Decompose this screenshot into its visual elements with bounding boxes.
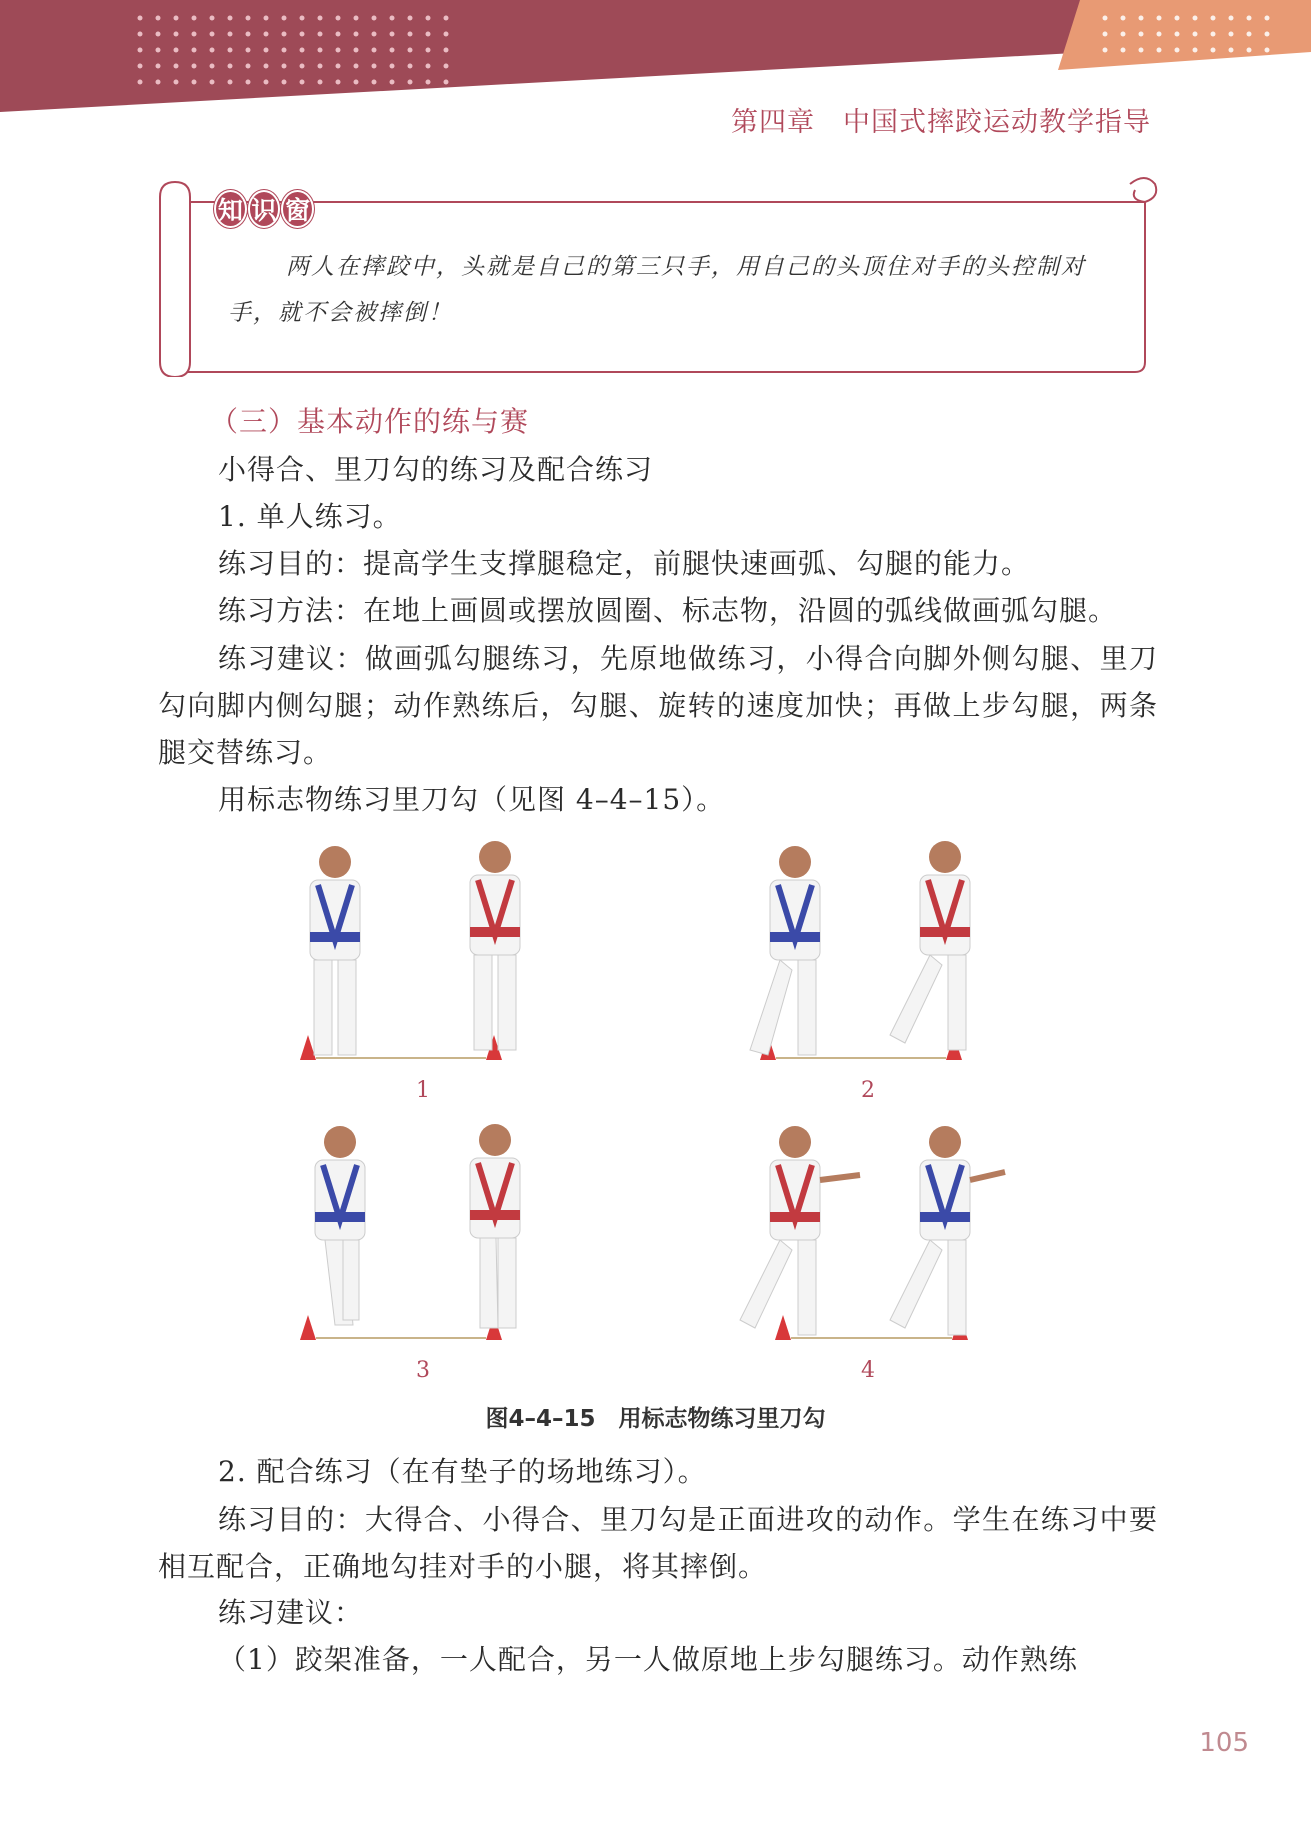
kw-title-char: 窗 bbox=[281, 190, 314, 228]
subheading: 小得合、里刀勾的练习及配合练习 bbox=[218, 453, 654, 486]
method-1: 练习方法：在地上画圆或摆放圆圈、标志物，沿圆的弧线做画弧勾腿。 bbox=[218, 594, 1118, 627]
purpose-2: 练习目的：大得合、小得合、里刀勾是正面进攻的动作。学生在练习中要相互配合，正确地勾挂对手的小腿，将其摔倒。 bbox=[158, 1503, 1158, 1583]
figure-panel-photo bbox=[720, 1110, 1030, 1350]
advice-2-label: 练习建议： bbox=[218, 1596, 364, 1629]
advice-2-item-1: （1）跤架准备，一人配合，另一人做原地上步勾腿练习。动作熟练 bbox=[218, 1643, 1078, 1676]
kw-title-char: 识 bbox=[248, 190, 281, 228]
kw-title-char: 知 bbox=[214, 190, 247, 228]
panel-number: 4 bbox=[861, 1358, 875, 1383]
figure-caption: 图4–4–15 用标志物练习里刀勾 bbox=[485, 1406, 826, 1432]
item-1: 1. 单人练习。 bbox=[218, 500, 402, 533]
figure-reference: 用标志物练习里刀勾（见图 4–4–15）。 bbox=[218, 783, 726, 816]
figure-panel-photo bbox=[260, 830, 570, 1070]
figure-panel-photo bbox=[720, 830, 1030, 1070]
page-number: 105 bbox=[1199, 1728, 1249, 1758]
purpose-1: 练习目的：提高学生支撑腿稳定，前腿快速画弧、勾腿的能力。 bbox=[218, 547, 1031, 580]
knowledge-window-text: 两人在摔跤中，头就是自己的第三只手，用自己的头顶住对手的头控制对手，就不会被摔倒！ bbox=[228, 254, 1086, 326]
figure-panel-photo bbox=[260, 1110, 570, 1350]
advice-1: 练习建议：做画弧勾腿练习，先原地做练习，小得合向脚外侧勾腿、里刀勾向脚内侧勾腿；动作熟练后，勾腿、旋转的速度加快；再做上步勾腿，两条腿交替练习。 bbox=[158, 642, 1158, 769]
panel-number: 3 bbox=[416, 1358, 430, 1383]
panel-number: 2 bbox=[861, 1078, 875, 1103]
item-2: 2. 配合练习（在有垫子的场地练习）。 bbox=[218, 1455, 707, 1488]
panel-number: 1 bbox=[416, 1078, 430, 1103]
running-head: 第四章 中国式摔跤运动教学指导 bbox=[731, 107, 1151, 138]
section-heading: （三）基本动作的练与赛 bbox=[210, 405, 530, 438]
knowledge-window-title bbox=[214, 190, 314, 230]
